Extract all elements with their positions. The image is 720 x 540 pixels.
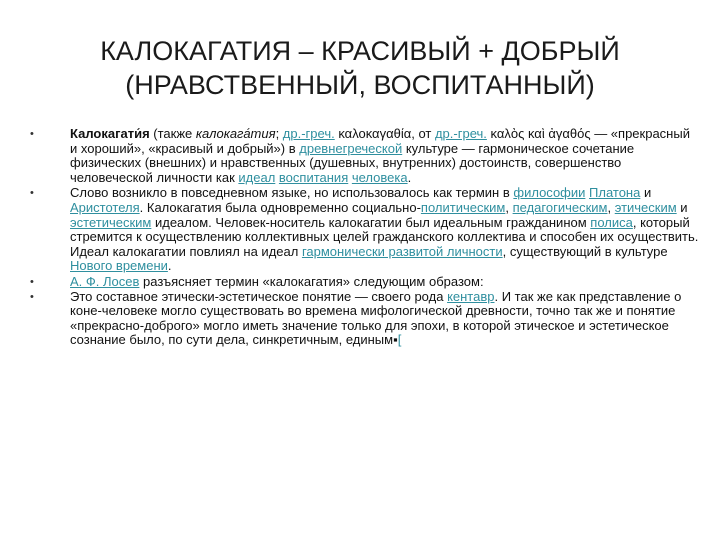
square-glyph: ▪ bbox=[393, 332, 398, 348]
link-aristotle[interactable]: Аристотеля bbox=[70, 199, 140, 215]
title-line-2: (НРАВСТВЕННЫЙ, ВОСПИТАННЫЙ) bbox=[125, 70, 595, 100]
text: . bbox=[407, 169, 412, 185]
bullet-icon: • bbox=[30, 275, 34, 288]
alt-term: калокага́тия bbox=[195, 126, 276, 141]
text: καλοκαγαθία, от bbox=[334, 126, 435, 141]
list-item-losev bbox=[28, 275, 700, 290]
link-upbringing[interactable]: воспитания bbox=[278, 169, 349, 185]
text: культуре — гармоническое сочетание физических (внешних) и нравственных (душевных, внутренних) достоинств, совершенство человеческой личности как bbox=[70, 140, 635, 185]
title-line-1: КАЛОКАГАТИЯ – КРАСИВЫЙ + ДОБРЫЙ bbox=[100, 36, 620, 66]
text: . И так же как представление о коне-человеке могло существовать во времена мифологической древности, точно так же и понятие «прекрасно-доброго» могло иметь значение только для эпохи, в которой этическое и эстетическое сознание было, по сути дела, синкретичным, единым bbox=[70, 288, 682, 348]
link-losev[interactable]: А. Ф. Лосев bbox=[70, 273, 140, 289]
link-ancient-greek-culture[interactable]: древнегреческой bbox=[299, 140, 403, 156]
list-item-origin bbox=[28, 186, 700, 274]
text: . Калокагатия была одновременно социально- bbox=[139, 199, 421, 215]
bullet-icon: • bbox=[30, 187, 34, 200]
link-plato[interactable]: Платона bbox=[589, 185, 641, 201]
link-modern-times[interactable]: Нового времени bbox=[70, 258, 168, 274]
text: . bbox=[167, 258, 172, 274]
link-ideal[interactable]: идеал bbox=[238, 169, 276, 185]
text: Слово возникло в повседневном языке, но использовалось как термин в bbox=[70, 185, 514, 201]
link-centaur[interactable]: кентавр bbox=[447, 288, 495, 304]
link-ancient-greek[interactable]: др.-греч. bbox=[282, 126, 335, 141]
text: ; bbox=[275, 126, 283, 141]
text: καλὸς καὶ ἀγαθός — «прекрасный и хороший», «красивый и добрый») в bbox=[70, 126, 690, 156]
link-philosophy[interactable]: философии bbox=[513, 185, 586, 201]
text: идеалом. Человек-носитель калокагатии был идеальным гражданином bbox=[151, 214, 591, 230]
term: Калокагати́я bbox=[70, 126, 150, 141]
link-ethical[interactable]: этическим bbox=[614, 199, 677, 215]
text: , существующий в культуре bbox=[502, 243, 668, 259]
text: , который стремится к осуществлению коллективных целей гражданского коллектива и способен их осуществить. Идеал калокагатии повлиял на идеал bbox=[70, 214, 699, 259]
link-pedagogical[interactable]: педагогическим bbox=[512, 199, 608, 215]
link-political[interactable]: политическим bbox=[420, 199, 506, 215]
text: Это составное этически-эстетическое понятие — своего рода bbox=[70, 288, 448, 304]
bullet-icon: • bbox=[30, 290, 34, 303]
link-harmonious-personality[interactable]: гармонически развитой личности bbox=[301, 243, 503, 259]
link-polis[interactable]: полиса bbox=[590, 214, 633, 230]
text: разъясняет термин «калокагатия» следующим образом: bbox=[139, 273, 484, 289]
bullet-list bbox=[28, 127, 700, 348]
link-ancient-greek-2[interactable]: др.-греч. bbox=[434, 126, 487, 141]
text: и bbox=[640, 185, 652, 201]
link-aesthetic[interactable]: эстетическим bbox=[70, 214, 152, 230]
list-item-quote bbox=[28, 290, 700, 348]
text: и bbox=[676, 199, 688, 215]
text: , bbox=[607, 199, 615, 215]
link-human[interactable]: человека bbox=[351, 169, 408, 185]
list-item-definition bbox=[28, 127, 700, 185]
text: (также bbox=[149, 126, 196, 141]
text: , bbox=[505, 199, 513, 215]
bullet-icon: • bbox=[30, 128, 34, 140]
link-footnote[interactable]: [ bbox=[397, 332, 402, 348]
slide-title bbox=[40, 34, 680, 102]
